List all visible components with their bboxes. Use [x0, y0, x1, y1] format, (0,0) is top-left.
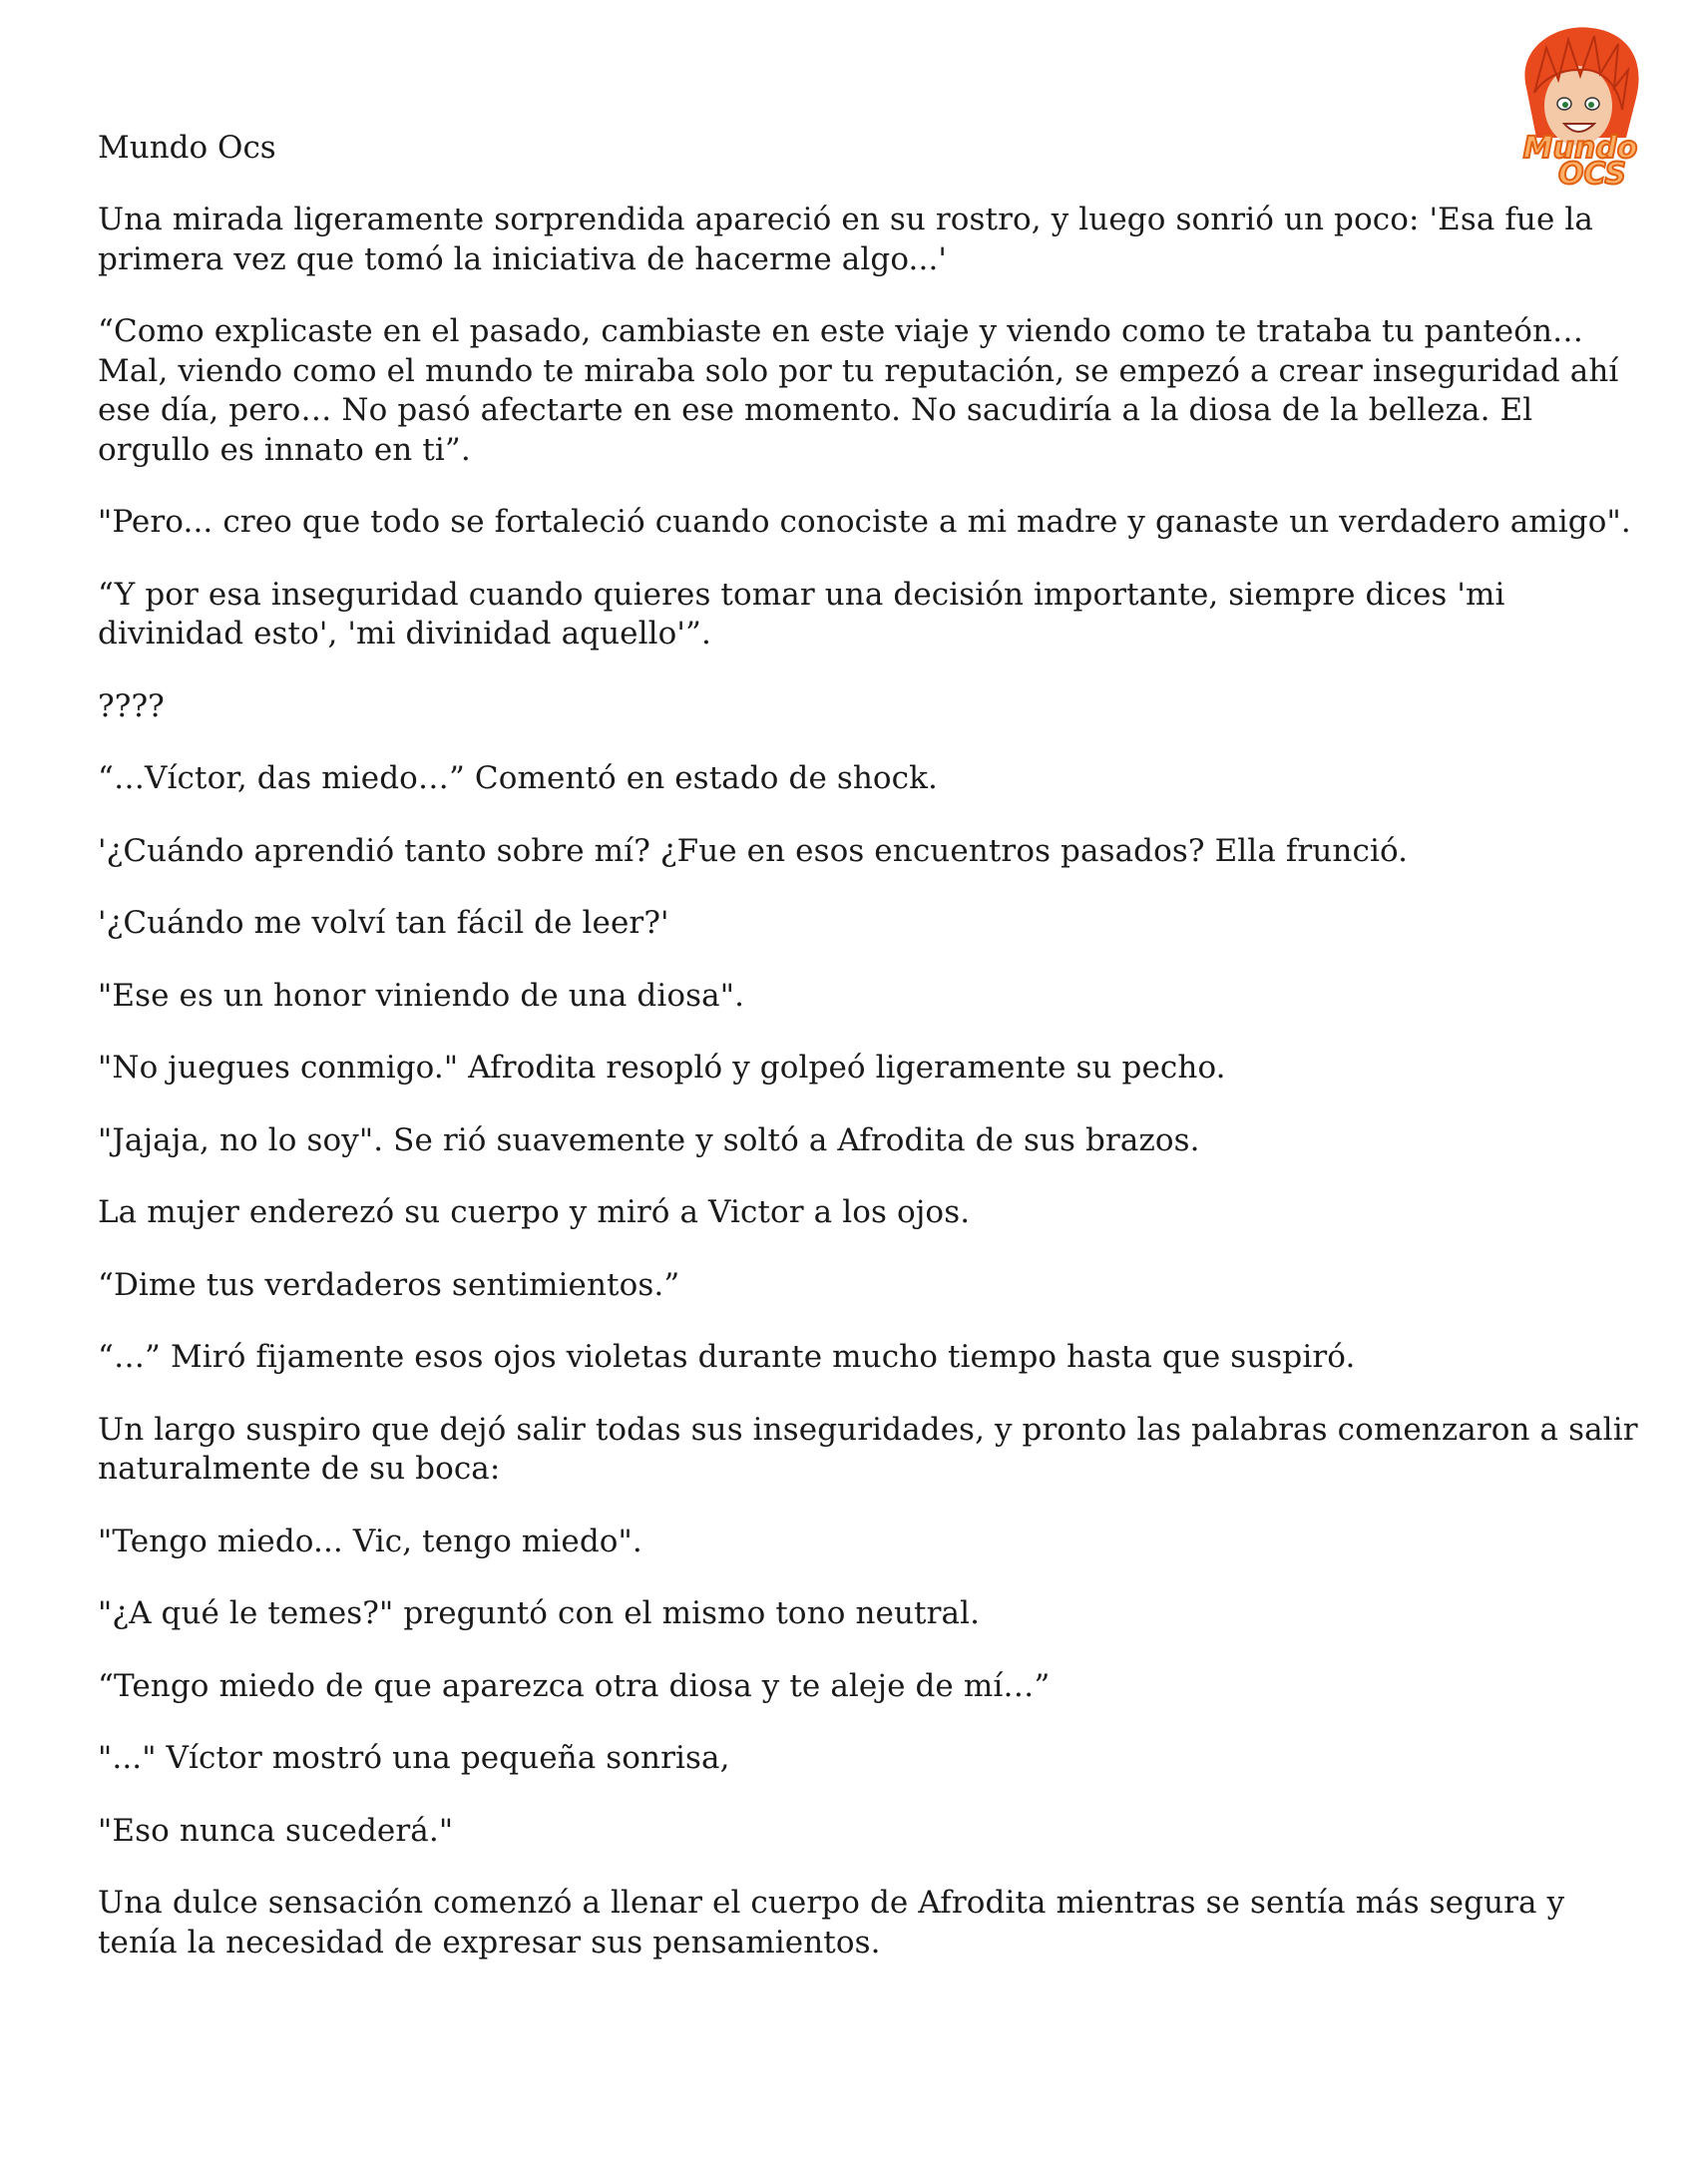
- paragraph: “Y por esa inseguridad cuando quieres tomar una decisión importante, siempre dices 'mi divinidad esto', 'mi divinidad aquello'”.: [98, 576, 1505, 652]
- document-page: [98, 128, 1649, 1995]
- paragraph: “…Víctor, das miedo…” Comentó en estado de shock.: [98, 760, 938, 796]
- paragraph: "Jajaja, no lo soy". Se rió suavemente y soltó a Afrodita de sus brazos.: [98, 1121, 1200, 1158]
- paragraph: "¿A qué le temes?" preguntó con el mismo tono neutral.: [98, 1595, 981, 1631]
- paragraph: "Eso nunca sucederá.": [98, 1812, 454, 1849]
- logo-text-ocs: OCS: [1557, 157, 1627, 188]
- paragraph: "Pero... creo que todo se fortaleció cuando conociste a mi madre y ganaste un verdadero amigo".: [98, 504, 1631, 540]
- paragraph: "..." Víctor mostró una pequeña sonrisa,: [98, 1740, 730, 1776]
- paragraph: “Como explicaste en el pasado, cambiaste en este viaje y viendo como te trataba tu panteón… Mal, viendo como el mundo te miraba solo por tu reputación, se empezó a crear inseguridad ahí ese día, pero… No pasó afectarte en ese momento. No sacudiría a la diosa de la belleza. El orgullo es innato en ti”.: [98, 313, 1619, 468]
- paragraph: "Ese es un honor viniendo de una diosa".: [98, 977, 745, 1014]
- paragraph: ????: [98, 687, 165, 724]
- paragraph: “…” Miró fijamente esos ojos violetas durante mucho tiempo hasta que suspiró.: [98, 1339, 1356, 1375]
- paragraph: "Tengo miedo... Vic, tengo miedo".: [98, 1523, 642, 1559]
- paragraph: Una mirada ligeramente sorprendida apareció en su rostro, y luego sonrió un poco: 'Esa fue la primera vez que tomó la iniciativa de hacerme algo...': [98, 202, 1593, 277]
- paragraph: '¿Cuándo me volví tan fácil de leer?': [98, 905, 669, 941]
- document-header: Mundo Ocs: [98, 130, 276, 166]
- paragraph: Una dulce sensación comenzó a llenar el cuerpo de Afrodita mientras se sentía más segura y tenía la necesidad de expresar sus pensamientos.: [98, 1885, 1565, 1961]
- paragraph: Un largo suspiro que dejó salir todas sus inseguridades, y pronto las palabras comenzaron a salir naturalmente de su boca:: [98, 1411, 1638, 1487]
- paragraph: La mujer enderezó su cuerpo y miró a Victor a los ojos.: [98, 1194, 971, 1230]
- paragraph: "No juegues conmigo." Afrodita resopló y golpeó ligeramente su pecho.: [98, 1050, 1226, 1086]
- paragraph: “Dime tus verdaderos sentimientos.”: [98, 1266, 680, 1303]
- logo-text-mundo: Mundo: [1522, 131, 1638, 166]
- paragraph: “Tengo miedo de que aparezca otra diosa y te aleje de mí…”: [98, 1667, 1051, 1704]
- paragraph: '¿Cuándo aprendió tanto sobre mí? ¿Fue en esos encuentros pasados? Ella frunció.: [98, 832, 1409, 869]
